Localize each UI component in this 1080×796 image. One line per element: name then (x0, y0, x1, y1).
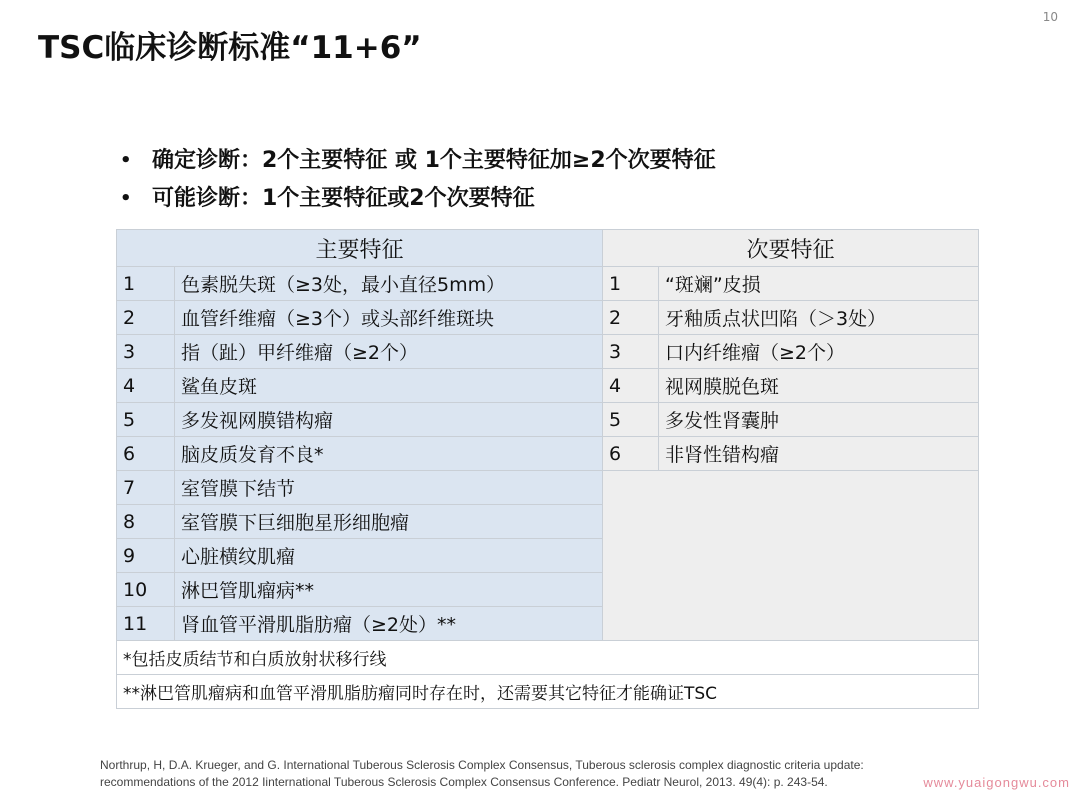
table-row (117, 335, 979, 369)
table-note-row (117, 675, 979, 709)
major-text: 室管膜下结节 (175, 471, 603, 505)
major-num: 9 (117, 539, 175, 573)
minor-num: 3 (603, 335, 659, 369)
table-row (117, 301, 979, 335)
minor-text: “斑斓”皮损 (659, 267, 979, 301)
citation-line: recommendations of the 2012 Iinternational Tuberous Sclerosis Complex Consensus Conference. Pediatr Neurol, 2013. 49(4): p. 243-54. (100, 775, 828, 789)
major-header: 主要特征 (117, 230, 603, 267)
major-text: 指（趾）甲纤维瘤（≥2个） (175, 335, 603, 369)
major-num: 5 (117, 403, 175, 437)
citation-line: Northrup, H, D.A. Krueger, and G. International Tuberous Sclerosis Complex Consensus, Tuberous sclerosis complex diagnostic criteria update: (100, 758, 864, 772)
table-row (117, 267, 979, 301)
major-num: 1 (117, 267, 175, 301)
major-text: 淋巴管肌瘤病** (175, 573, 603, 607)
minor-text: 非肾性错构瘤 (659, 437, 979, 471)
note-lam-aml: **淋巴管肌瘤病和血管平滑肌脂肪瘤同时存在时，还需要其它特征才能确证TSC (117, 675, 979, 709)
major-num: 10 (117, 573, 175, 607)
diagnosis-bullets (120, 142, 716, 218)
criteria-table (116, 229, 979, 709)
major-text: 肾血管平滑肌脂肪瘤（≥2处）** (175, 607, 603, 641)
major-num: 11 (117, 607, 175, 641)
major-text: 心脏横纹肌瘤 (175, 539, 603, 573)
minor-num: 4 (603, 369, 659, 403)
bullet-possible-text: 可能诊断：1个主要特征或2个次要特征 (152, 186, 535, 211)
major-text: 血管纤维瘤（≥3个）或头部纤维斑块 (175, 301, 603, 335)
table-row (117, 471, 979, 505)
table-header-row (117, 230, 979, 267)
major-num: 8 (117, 505, 175, 539)
citation (100, 757, 980, 791)
table-row (117, 369, 979, 403)
bullet-possible (120, 180, 716, 218)
table-row (117, 403, 979, 437)
minor-text: 牙釉质点状凹陷（＞3处） (659, 301, 979, 335)
bullet-dot-icon: • (120, 150, 132, 171)
minor-num: 1 (603, 267, 659, 301)
minor-num: 2 (603, 301, 659, 335)
major-num: 7 (117, 471, 175, 505)
bullet-dot-icon: • (120, 188, 132, 209)
major-text: 脑皮质发育不良* (175, 437, 603, 471)
major-text: 多发视网膜错构瘤 (175, 403, 603, 437)
note-cortical: *包括皮质结节和白质放射状移行线 (117, 641, 979, 675)
minor-text: 口内纤维瘤（≥2个） (659, 335, 979, 369)
major-num: 4 (117, 369, 175, 403)
minor-num: 6 (603, 437, 659, 471)
watermark: www.yuaigongwu.com (923, 775, 1070, 790)
minor-header: 次要特征 (603, 230, 979, 267)
table-row (117, 437, 979, 471)
bullet-definite (120, 142, 716, 180)
major-num: 3 (117, 335, 175, 369)
bullet-definite-text: 确定诊断：2个主要特征 或 1个主要特征加≥2个次要特征 (152, 148, 716, 173)
major-num: 6 (117, 437, 175, 471)
slide-title: TSC临床诊断标准“11+6” (38, 30, 422, 66)
major-text: 室管膜下巨细胞星形细胞瘤 (175, 505, 603, 539)
minor-text: 视网膜脱色斑 (659, 369, 979, 403)
table-note-row (117, 641, 979, 675)
minor-empty-area (603, 471, 979, 641)
major-text: 色素脱失斑（≥3处，最小直径5mm） (175, 267, 603, 301)
major-num: 2 (117, 301, 175, 335)
page-number: 10 (1042, 10, 1058, 24)
minor-text: 多发性肾囊肿 (659, 403, 979, 437)
major-text: 鲨鱼皮斑 (175, 369, 603, 403)
minor-num: 5 (603, 403, 659, 437)
